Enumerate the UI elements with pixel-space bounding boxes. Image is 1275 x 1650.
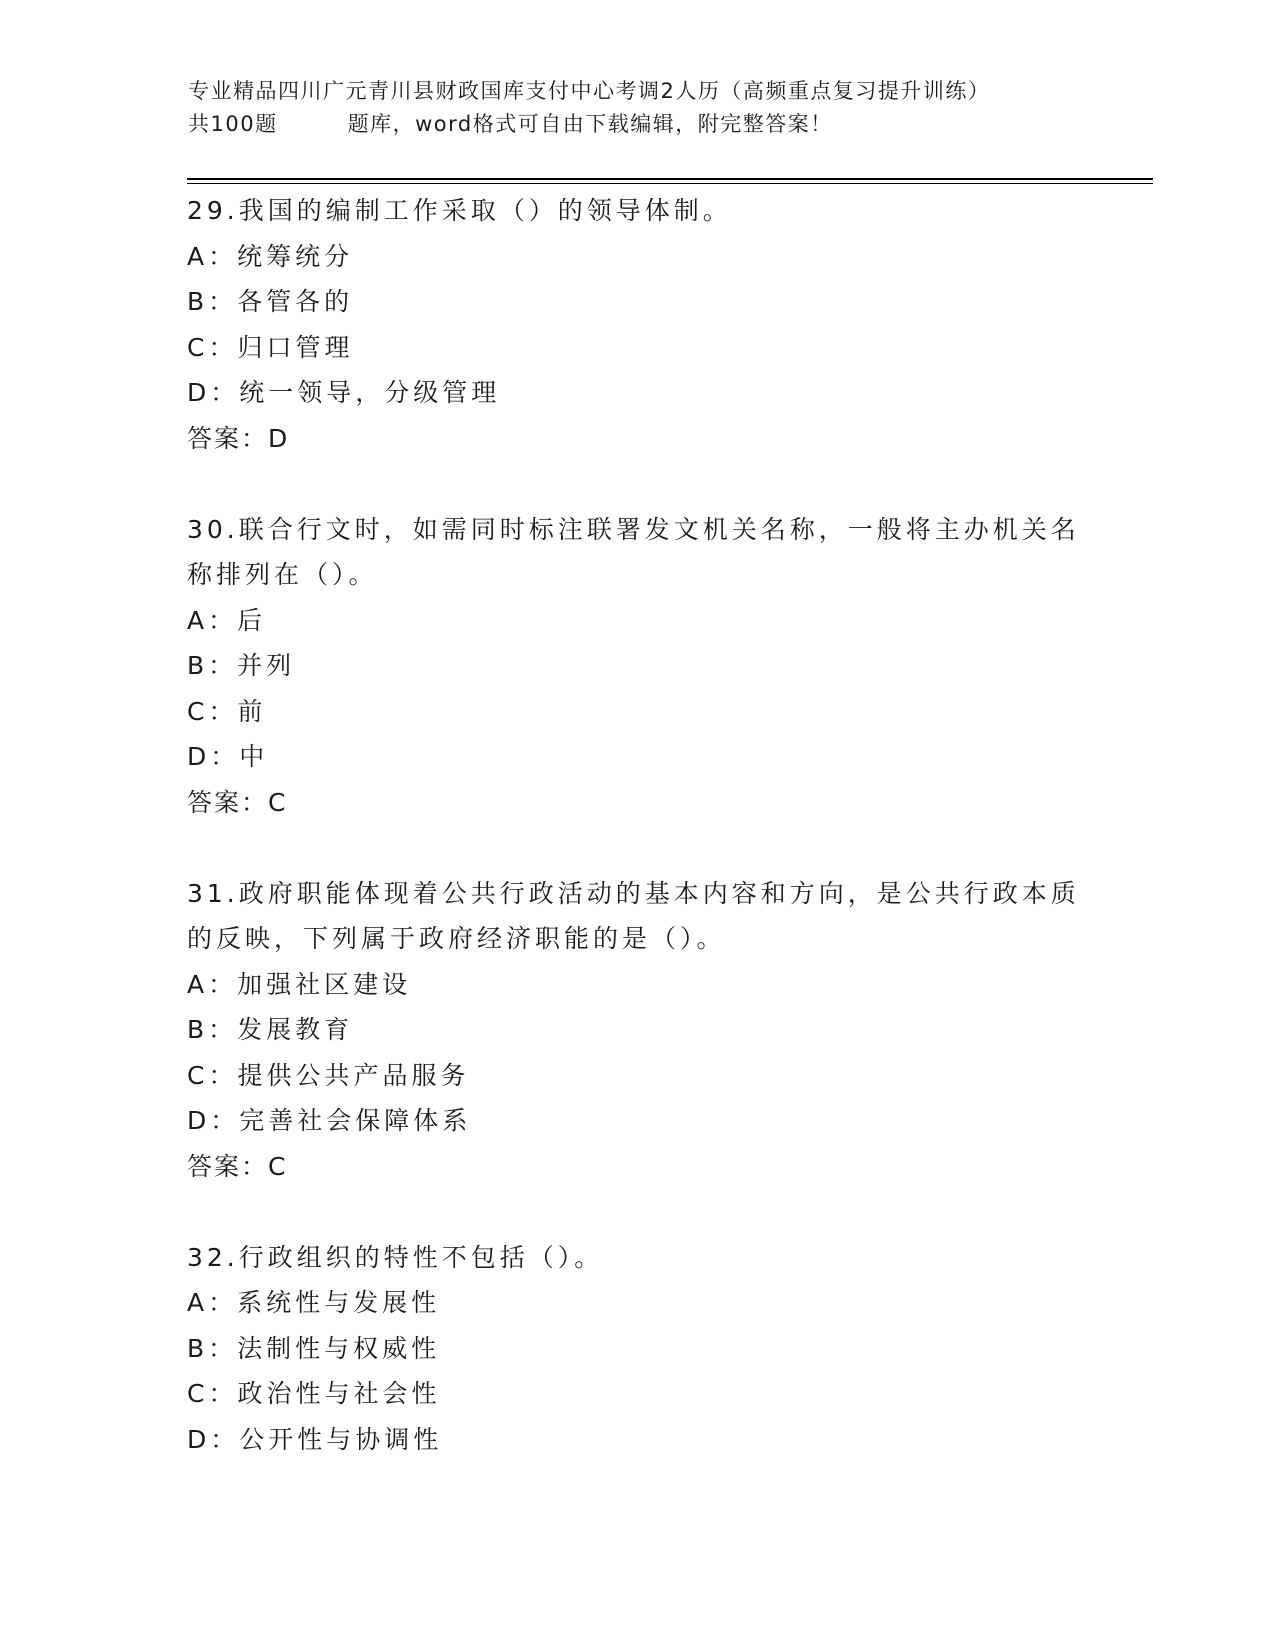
question-32: [187, 1235, 1087, 1463]
question-stem: 31.政府职能体现着公共行政活动的基本内容和方向，是公共行政本质的反映，下列属于政府经济职能的是（）。: [187, 878, 1080, 953]
question-stem: 32.行政组织的特性不包括（）。: [187, 1242, 604, 1272]
header-description: 题库，word格式可自由下载编辑，附完整答案！: [347, 112, 833, 136]
question-stem: 30.联合行文时，如需同时标注联署发文机关名称，一般将主办机关名称排列在（）。: [187, 514, 1080, 589]
header-divider-thick: [187, 178, 1153, 180]
option-d: D：完善社会保障体系: [187, 1106, 472, 1135]
option-a: A：加强社区建设: [187, 969, 412, 999]
question-29: [187, 188, 1087, 461]
option-b: B：法制性与权威性: [187, 1333, 441, 1363]
option-b: B：各管各的: [187, 287, 354, 316]
header-divider-thin: [187, 183, 1153, 184]
option-d: D：公开性与协调性: [187, 1424, 443, 1454]
answer: 答案：D: [187, 423, 290, 453]
option-b: B：发展教育: [187, 1015, 354, 1044]
option-c: C：前: [187, 696, 267, 726]
option-d: D：统一领导，分级管理: [187, 378, 501, 407]
document-header: [188, 75, 1088, 141]
answer: 答案：C: [187, 1151, 288, 1181]
header-title: 专业精品四川广元青川县财政国库支付中心考调2人历（高频重点复习提升训练）: [188, 79, 991, 103]
header-subtitle: [188, 108, 1088, 141]
option-d: D：中: [187, 742, 269, 771]
question-30: [187, 507, 1087, 826]
option-c: C：提供公共产品服务: [187, 1060, 470, 1090]
question-31: [187, 871, 1087, 1190]
answer: 答案：C: [187, 787, 288, 817]
option-c: C：政治性与社会性: [187, 1379, 441, 1408]
option-a: A：系统性与发展性: [187, 1288, 441, 1317]
question-list: [187, 188, 1087, 1508]
header-count: 共100题: [188, 112, 278, 136]
question-stem: 29.我国的编制工作采取（）的领导体制。: [187, 196, 732, 225]
option-a: A：统筹统分: [187, 241, 354, 271]
option-a: A：后: [187, 605, 267, 635]
option-b: B：并列: [187, 651, 296, 680]
option-c: C：归口管理: [187, 332, 354, 362]
